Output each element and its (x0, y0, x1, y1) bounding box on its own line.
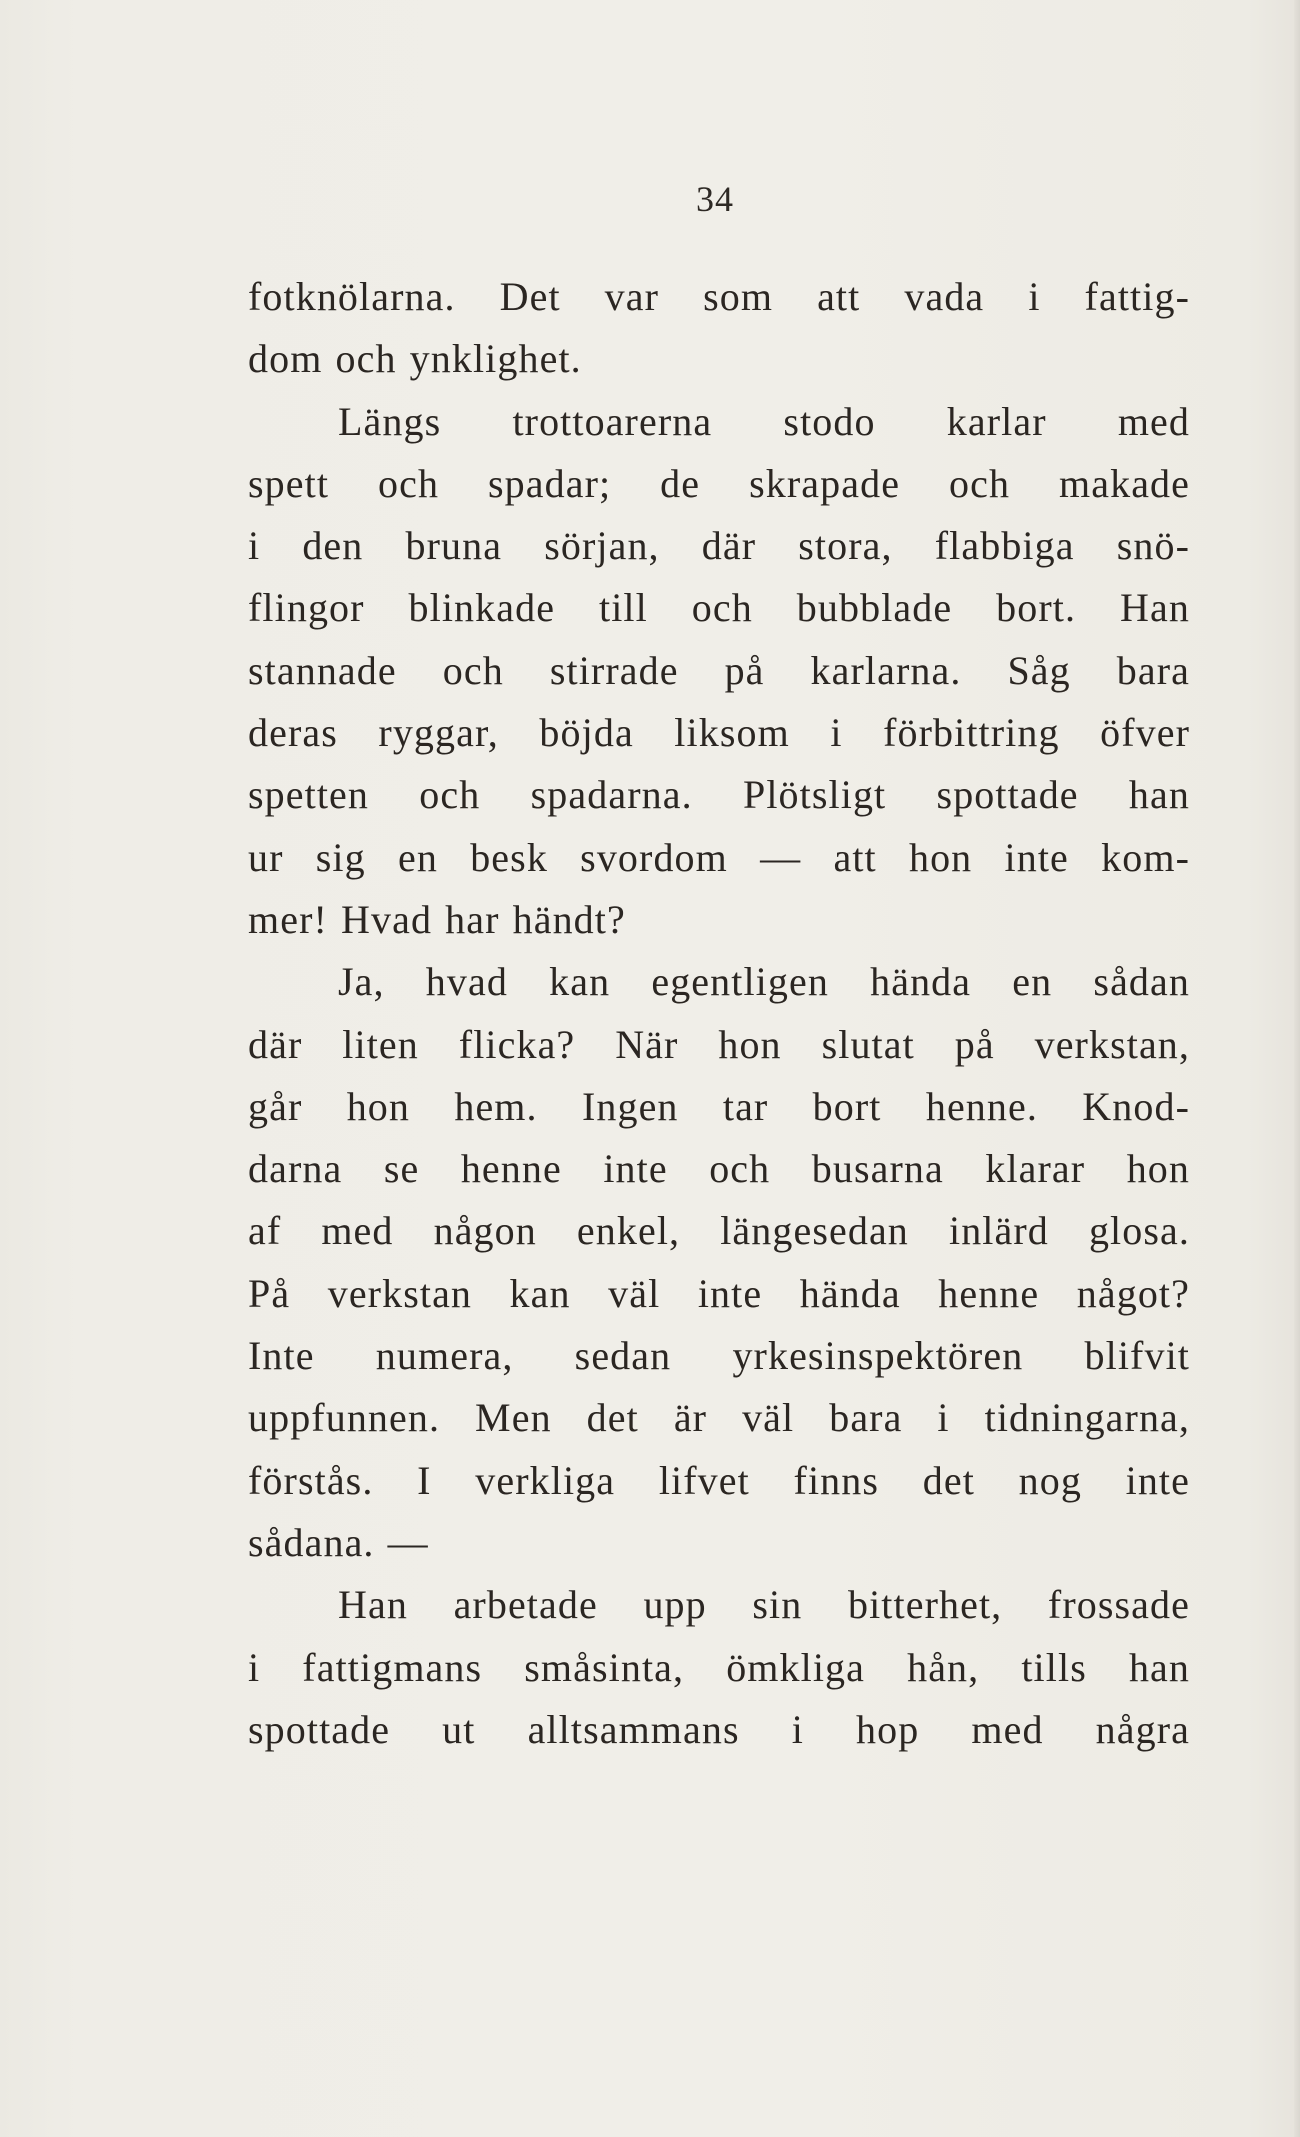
text-line: sådana. — (248, 1519, 429, 1565)
text-line: spetten och spadarna. Plötsligt spottade han (248, 772, 1190, 818)
text-line: Längs trottoarerna stodo karlar med (338, 398, 1190, 444)
page-number: 34 (696, 179, 734, 219)
page-edge-shadow (1294, 0, 1300, 2137)
body-text (248, 266, 1190, 1761)
text-line: dom och ynklighet. (248, 336, 582, 382)
text-line: i fattigmans småsinta, ömkliga hån, tills han (248, 1644, 1190, 1690)
text-line: ur sig en besk svordom — att hon inte kom- (248, 834, 1190, 880)
text-line: där liten flicka? När hon slutat på verkstan, (248, 1021, 1190, 1067)
text-line: deras ryggar, böjda liksom i förbittring öfver (248, 710, 1190, 756)
text-line: flingor blinkade till och bubblade bort. Han (248, 585, 1190, 631)
text-line: stannade och stirrade på karlarna. Såg bara (248, 647, 1190, 693)
text-line: Inte numera, sedan yrkesinspektören blifvit (248, 1333, 1190, 1379)
text-line: Han arbetade upp sin bitterhet, frossade (338, 1582, 1190, 1628)
text-line: uppfunnen. Men det är väl bara i tidningarna, (248, 1395, 1190, 1441)
text-line: i den bruna sörjan, där stora, flabbiga snö- (248, 523, 1190, 569)
text-line: går hon hem. Ingen tar bort henne. Knod- (248, 1083, 1190, 1129)
text-line: spett och spadar; de skrapade och makade (248, 460, 1190, 506)
text-line: Ja, hvad kan egentligen hända en sådan (338, 959, 1190, 1005)
text-line: darna se henne inte och busarna klarar hon (248, 1146, 1190, 1192)
text-line: af med någon enkel, längesedan inlärd glosa. (248, 1208, 1190, 1254)
text-line: spottade ut alltsammans i hop med några (248, 1706, 1190, 1752)
text-line: mer! Hvad har händt? (248, 896, 626, 942)
text-line: förstås. I verkliga lifvet finns det nog inte (248, 1457, 1190, 1503)
text-line: fotknölarna. Det var som att vada i fattig- (248, 274, 1190, 319)
text-line: På verkstan kan väl inte hända henne något? (248, 1270, 1190, 1316)
